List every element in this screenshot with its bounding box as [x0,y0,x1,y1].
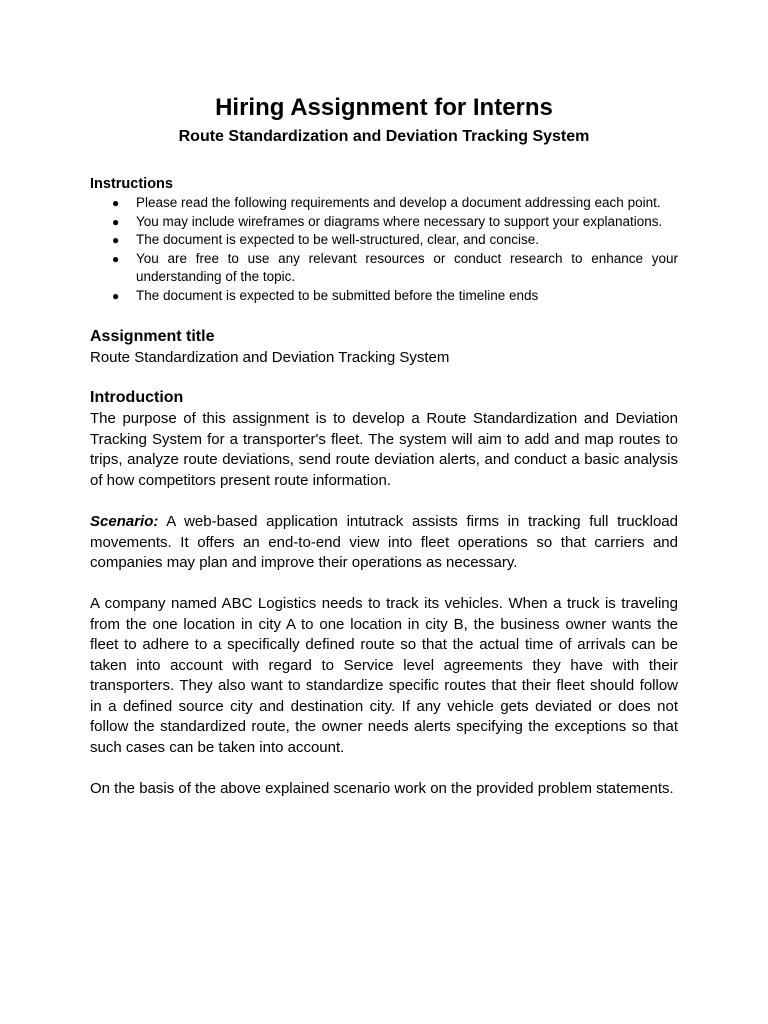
list-item-text: Please read the following requirements and develop a document addressing each point. [136,195,661,210]
list-item [90,213,678,232]
scenario-paragraph [90,512,678,574]
instructions-heading: Instructions [90,176,173,192]
list-item-text: The document is expected to be submitted before the timeline ends [136,287,539,303]
scenario-label: Scenario: [90,513,159,530]
list-item-text: You are free to use any relevant resources or conduct research to enhance your understanding of the topic. [136,250,678,284]
bullet-icon: ● [112,251,120,266]
list-item [90,287,678,306]
document-subtitle: Route Standardization and Deviation Tracking System [178,128,590,145]
assignment-title-text: Route Standardization and Deviation Tracking System [90,349,450,366]
bullet-icon: ● [112,288,120,303]
closing-paragraph: On the basis of the above explained scenario work on the provided problem statements. [90,780,674,797]
bullet-icon: ● [112,233,120,247]
list-item-text: The document is expected to be well-structured, clear, and concise. [136,232,539,247]
bullet-icon: ● [112,196,120,210]
company-paragraph: A company named ABC Logistics needs to track its vehicles. When a truck is traveling from the one location in city A to one location in city B, the business owner wants the fleet to adhere to a specifically defined route so that the actual time of arrivals can be taken into account with regard to Service level agreements they have with their transporters. They also want to standardize specific routes that their fleet should follow in a defined source city and destination city. If any vehicle gets deviated or does not follow the standardized route, the owner needs alerts specifying the exceptions so that such cases can be taken into account. [90,595,678,756]
scenario-text: A web-based application intutrack assists firms in tracking full truckload movements. It offers an end-to-end view into fleet operations so that carriers and companies may plan and improve their operations as necessary. [90,513,678,571]
list-item [90,194,678,213]
list-item [90,231,678,250]
list-item-text: You may include wireframes or diagrams where necessary to support your explanations. [136,213,663,229]
document-title: Hiring Assignment for Interns [215,94,553,121]
introduction-heading: Introduction [90,389,184,406]
bullet-icon: ● [112,214,120,229]
list-item [90,250,678,287]
introduction-paragraph: The purpose of this assignment is to develop a Route Standardization and Deviation Tracking System for a transporter's fleet. The system will aim to add and map routes to trips, analyze route deviations, send route deviation alerts, and conduct a basic analysis of how competitors present route information. [90,410,678,489]
assignment-title-heading: Assignment title [90,328,215,345]
instructions-list [90,194,678,305]
